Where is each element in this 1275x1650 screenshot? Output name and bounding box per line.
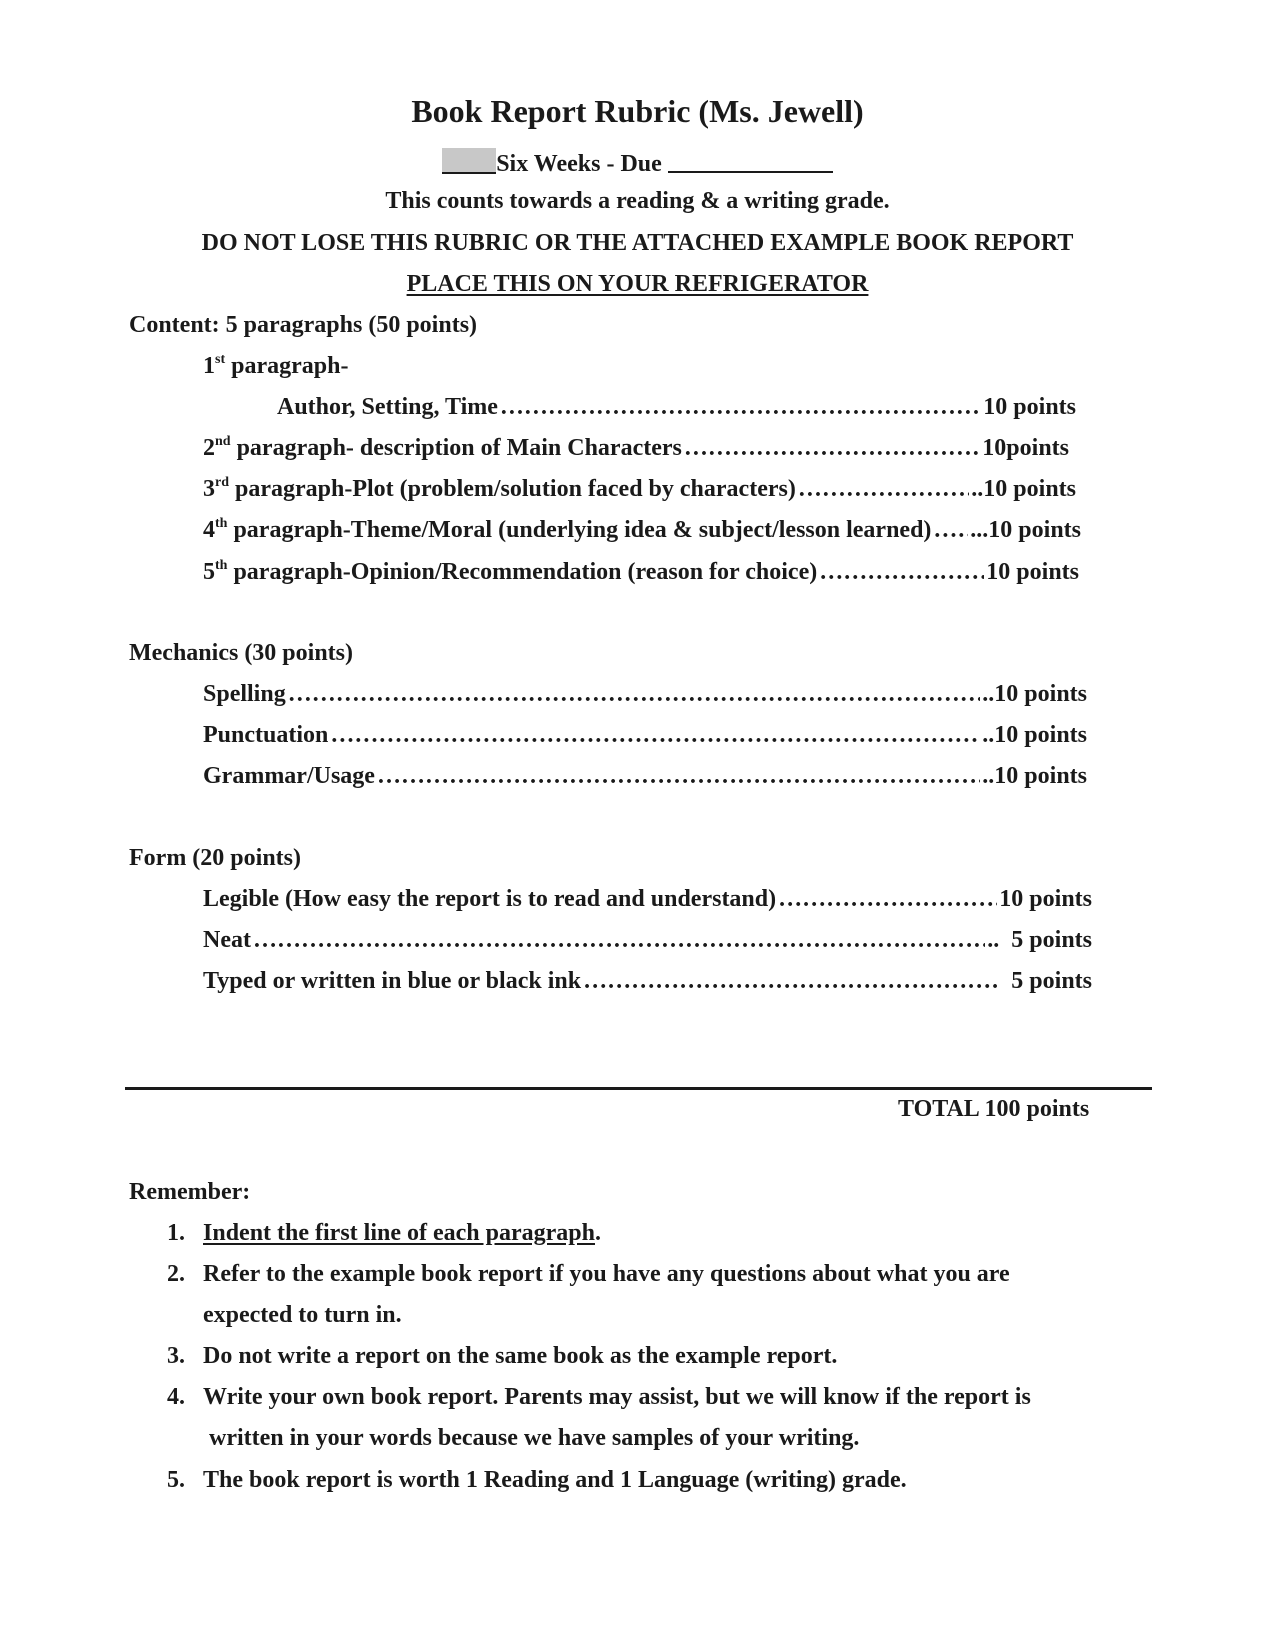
rubric-points: ...10 points — [970, 517, 1081, 543]
rubric-row-grammar — [203, 764, 1087, 788]
list-item-same-book: Do not write a report on the same book as the example report. — [203, 1343, 838, 1369]
remember-heading: Remember: — [129, 1179, 251, 1205]
list-item-own-report: Write your own book report. Parents may assist, but we will know if the report is — [203, 1384, 1031, 1410]
rubric-points: 10 points — [999, 886, 1092, 912]
rubric-label: 3rd paragraph-Plot (problem/solution faced by characters) — [203, 475, 796, 502]
rubric-row-ink — [203, 969, 1092, 993]
refrigerator-note: PLACE THIS ON YOUR REFRIGERATOR — [406, 271, 869, 297]
form-heading: Form (20 points) — [129, 845, 301, 871]
rubric-points: .. 5 points — [987, 927, 1092, 953]
due-line — [0, 148, 1275, 176]
six-weeks-blank — [442, 148, 496, 174]
rubric-points: ..10 points — [982, 681, 1087, 707]
list-number: 4. — [167, 1384, 185, 1410]
rubric-row-author-setting — [277, 395, 1076, 419]
rubric-row-main-characters — [203, 436, 1069, 460]
rubric-label: 2nd paragraph- description of Main Characters — [203, 434, 682, 461]
page-title: Book Report Rubric (Ms. Jewell) — [411, 93, 864, 129]
rubric-row-spelling — [203, 682, 1087, 706]
rubric-points: ..10 points — [971, 476, 1076, 502]
rubric-label: Typed or written in blue or black ink — [203, 968, 582, 994]
grade-note: This counts towards a reading & a writing grade. — [385, 188, 890, 214]
rubric-label: 5th paragraph-Opinion/Recommendation (reason for choice) — [203, 558, 818, 585]
list-item-example: Refer to the example book report if you have any questions about what you are — [203, 1261, 1010, 1287]
rubric-points: 10 points — [986, 559, 1079, 585]
list-item-own-report-continued: written in your words because we have samples of your writing. — [209, 1425, 860, 1451]
rubric-points: ..10 points — [982, 763, 1087, 789]
due-prefix: Six Weeks - Due — [496, 151, 662, 177]
rubric-row-plot — [203, 477, 1076, 501]
mechanics-heading: Mechanics (30 points) — [129, 640, 353, 666]
list-number: 1. — [167, 1220, 185, 1246]
list-number: 2. — [167, 1261, 185, 1287]
list-item-worth: The book report is worth 1 Reading and 1 Language (writing) grade. — [203, 1467, 907, 1493]
rubric-points: ..10 points — [982, 722, 1087, 748]
paragraph-1-label: 1st paragraph- — [203, 352, 349, 379]
rubric-points: 10 points — [983, 394, 1076, 420]
list-number: 3. — [167, 1343, 185, 1369]
total-divider — [125, 1087, 1152, 1090]
rubric-label: 4th paragraph-Theme/Moral (underlying idea & subject/lesson learned) — [203, 516, 932, 543]
rubric-row-opinion — [203, 560, 1079, 584]
list-item-example-continued: expected to turn in. — [203, 1302, 402, 1328]
rubric-row-theme — [203, 518, 1081, 542]
list-item-indent: Indent the first line of each paragraph. — [203, 1220, 601, 1246]
rubric-label: Spelling — [203, 681, 286, 707]
rubric-label: Legible (How easy the report is to read and understand) — [203, 886, 777, 912]
rubric-points: 5 points — [999, 968, 1092, 994]
warning-text: DO NOT LOSE THIS RUBRIC OR THE ATTACHED EXAMPLE BOOK REPORT — [201, 230, 1074, 256]
rubric-label: Author, Setting, Time — [277, 394, 498, 420]
rubric-label: Punctuation — [203, 722, 329, 748]
due-date-blank — [668, 151, 833, 173]
content-heading: Content: 5 paragraphs (50 points) — [129, 312, 478, 338]
rubric-row-legible — [203, 887, 1092, 911]
rubric-label: Grammar/Usage — [203, 763, 375, 789]
rubric-label: Neat — [203, 927, 251, 953]
rubric-points: 10points — [982, 435, 1069, 461]
rubric-row-neat — [203, 928, 1092, 952]
list-number: 5. — [167, 1467, 185, 1493]
rubric-row-punctuation — [203, 723, 1087, 747]
total-points: TOTAL 100 points — [898, 1096, 1090, 1122]
